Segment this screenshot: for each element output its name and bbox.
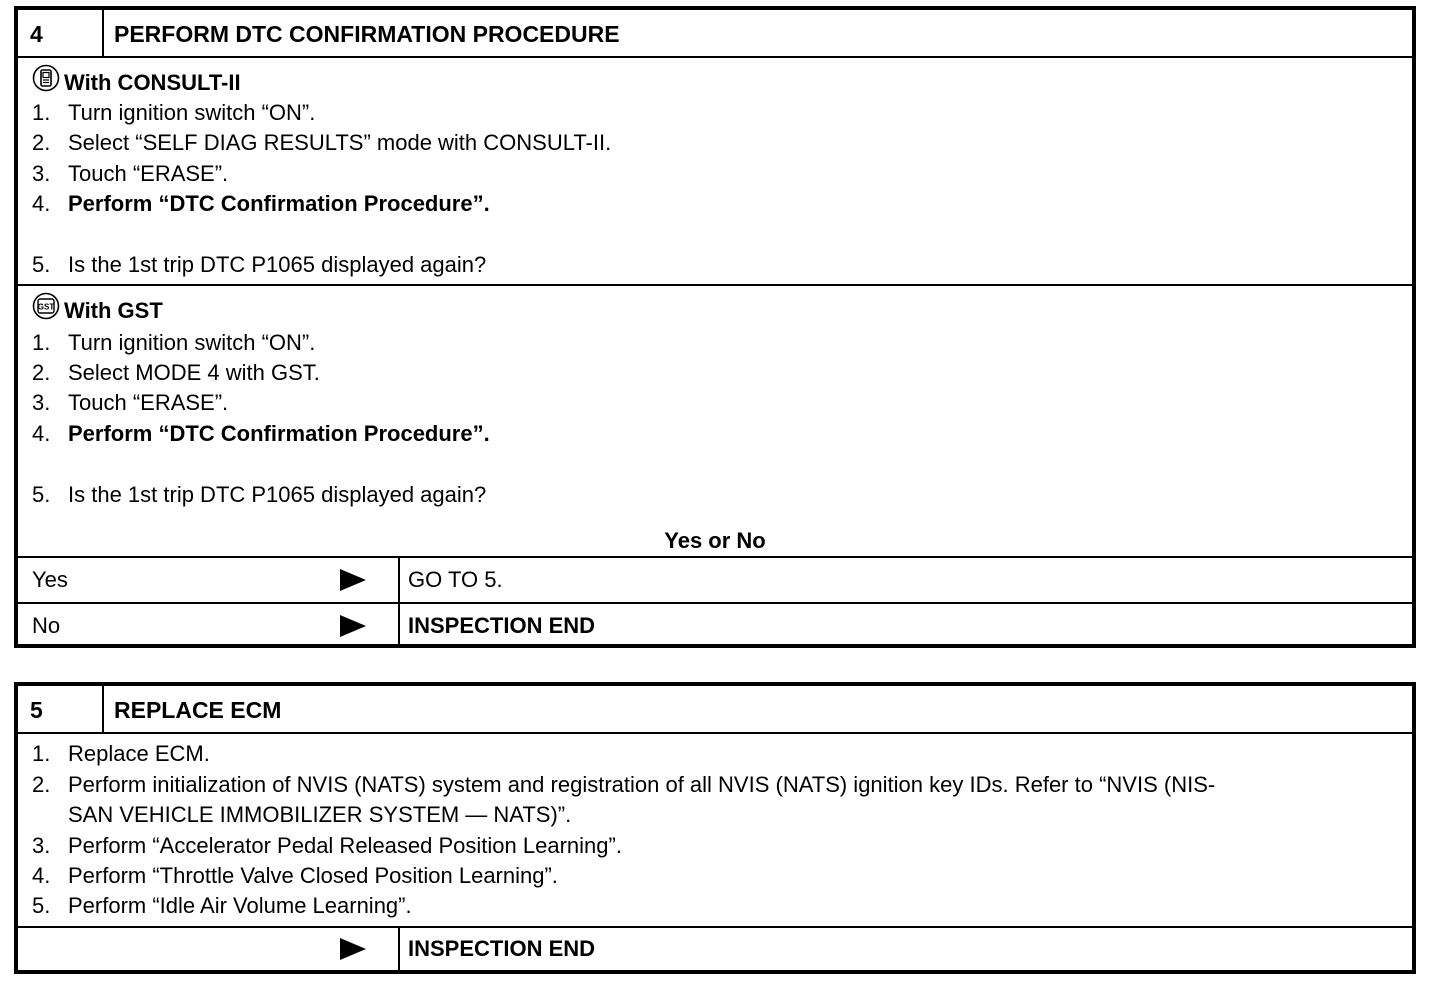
step-5-result-row — [18, 928, 1412, 970]
step-5-item-4: 4. Perform “Throttle Valve Closed Position Learning”. — [32, 863, 558, 888]
step-5-title: REPLACE ECM — [114, 697, 282, 723]
svg-text:GST: GST — [37, 302, 55, 312]
step-5-table — [14, 682, 1416, 974]
gst-heading-row — [32, 296, 163, 326]
consult-step-2: 2. Select “SELF DIAG RESULTS” mode with CONSULT-II. — [32, 130, 612, 155]
arrow-right-icon — [338, 566, 368, 594]
yes-or-no-question: Yes or No — [664, 528, 766, 553]
step-4-title: PERFORM DTC CONFIRMATION PROCEDURE — [114, 21, 620, 47]
step-4-header — [18, 10, 1412, 58]
step-5-number: 5 — [18, 686, 104, 732]
consult-icon — [32, 64, 60, 100]
consult-step-5: 5. Is the 1st trip DTC P1065 displayed again? — [32, 252, 487, 277]
column-divider — [398, 604, 400, 648]
gst-step-2: 2. Select MODE 4 with GST. — [32, 360, 320, 385]
consult-step-1: 1. Turn ignition switch “ON”. — [32, 100, 316, 125]
answer-no-result: INSPECTION END — [408, 613, 596, 638]
step-5-header — [18, 686, 1412, 734]
column-divider — [398, 928, 400, 970]
gst-step-1: 1. Turn ignition switch “ON”. — [32, 330, 316, 355]
consult-heading-row — [32, 68, 241, 98]
answer-yes-result: GO TO 5. — [408, 567, 503, 592]
gst-heading: With GST — [64, 298, 163, 323]
consult-step-3: 3. Touch “ERASE”. — [32, 161, 229, 186]
gst-icon — [32, 292, 60, 328]
gst-step-3: 3. Touch “ERASE”. — [32, 390, 229, 415]
step-5-body — [18, 734, 1412, 926]
consult-heading: With CONSULT-II — [64, 70, 241, 95]
step-5-item-2: 2. Perform initialization of NVIS (NATS) system and registration of all NVIS (NATS) ignition key IDs. Refer to “NVIS (NIS- — [32, 772, 1216, 797]
step-5-item-1: 1. Replace ECM. — [32, 741, 210, 766]
column-divider — [398, 558, 400, 602]
gst-section — [18, 286, 1412, 556]
arrow-right-icon — [338, 935, 368, 963]
consult-section — [18, 58, 1412, 284]
answer-yes-label: Yes — [32, 567, 68, 592]
step-5-item-5: 5. Perform “Idle Air Volume Learning”. — [32, 893, 412, 918]
answer-row-no — [18, 604, 1412, 648]
step-5-result: INSPECTION END — [408, 936, 596, 961]
gst-step-5: 5. Is the 1st trip DTC P1065 displayed again? — [32, 482, 487, 507]
step-5-item-3: 3. Perform “Accelerator Pedal Released Position Learning”. — [32, 833, 622, 858]
gst-step-4: 4. Perform “DTC Confirmation Procedure”. — [32, 421, 490, 446]
arrow-right-icon — [338, 612, 368, 640]
step-4-table — [14, 6, 1416, 648]
answer-no-label: No — [32, 613, 61, 638]
step-4-number: 4 — [18, 10, 104, 56]
answer-row-yes — [18, 558, 1412, 602]
step-5-item-2-cont: SAN VEHICLE IMMOBILIZER SYSTEM — NATS)”. — [68, 802, 572, 827]
consult-step-4: 4. Perform “DTC Confirmation Procedure”. — [32, 191, 490, 216]
